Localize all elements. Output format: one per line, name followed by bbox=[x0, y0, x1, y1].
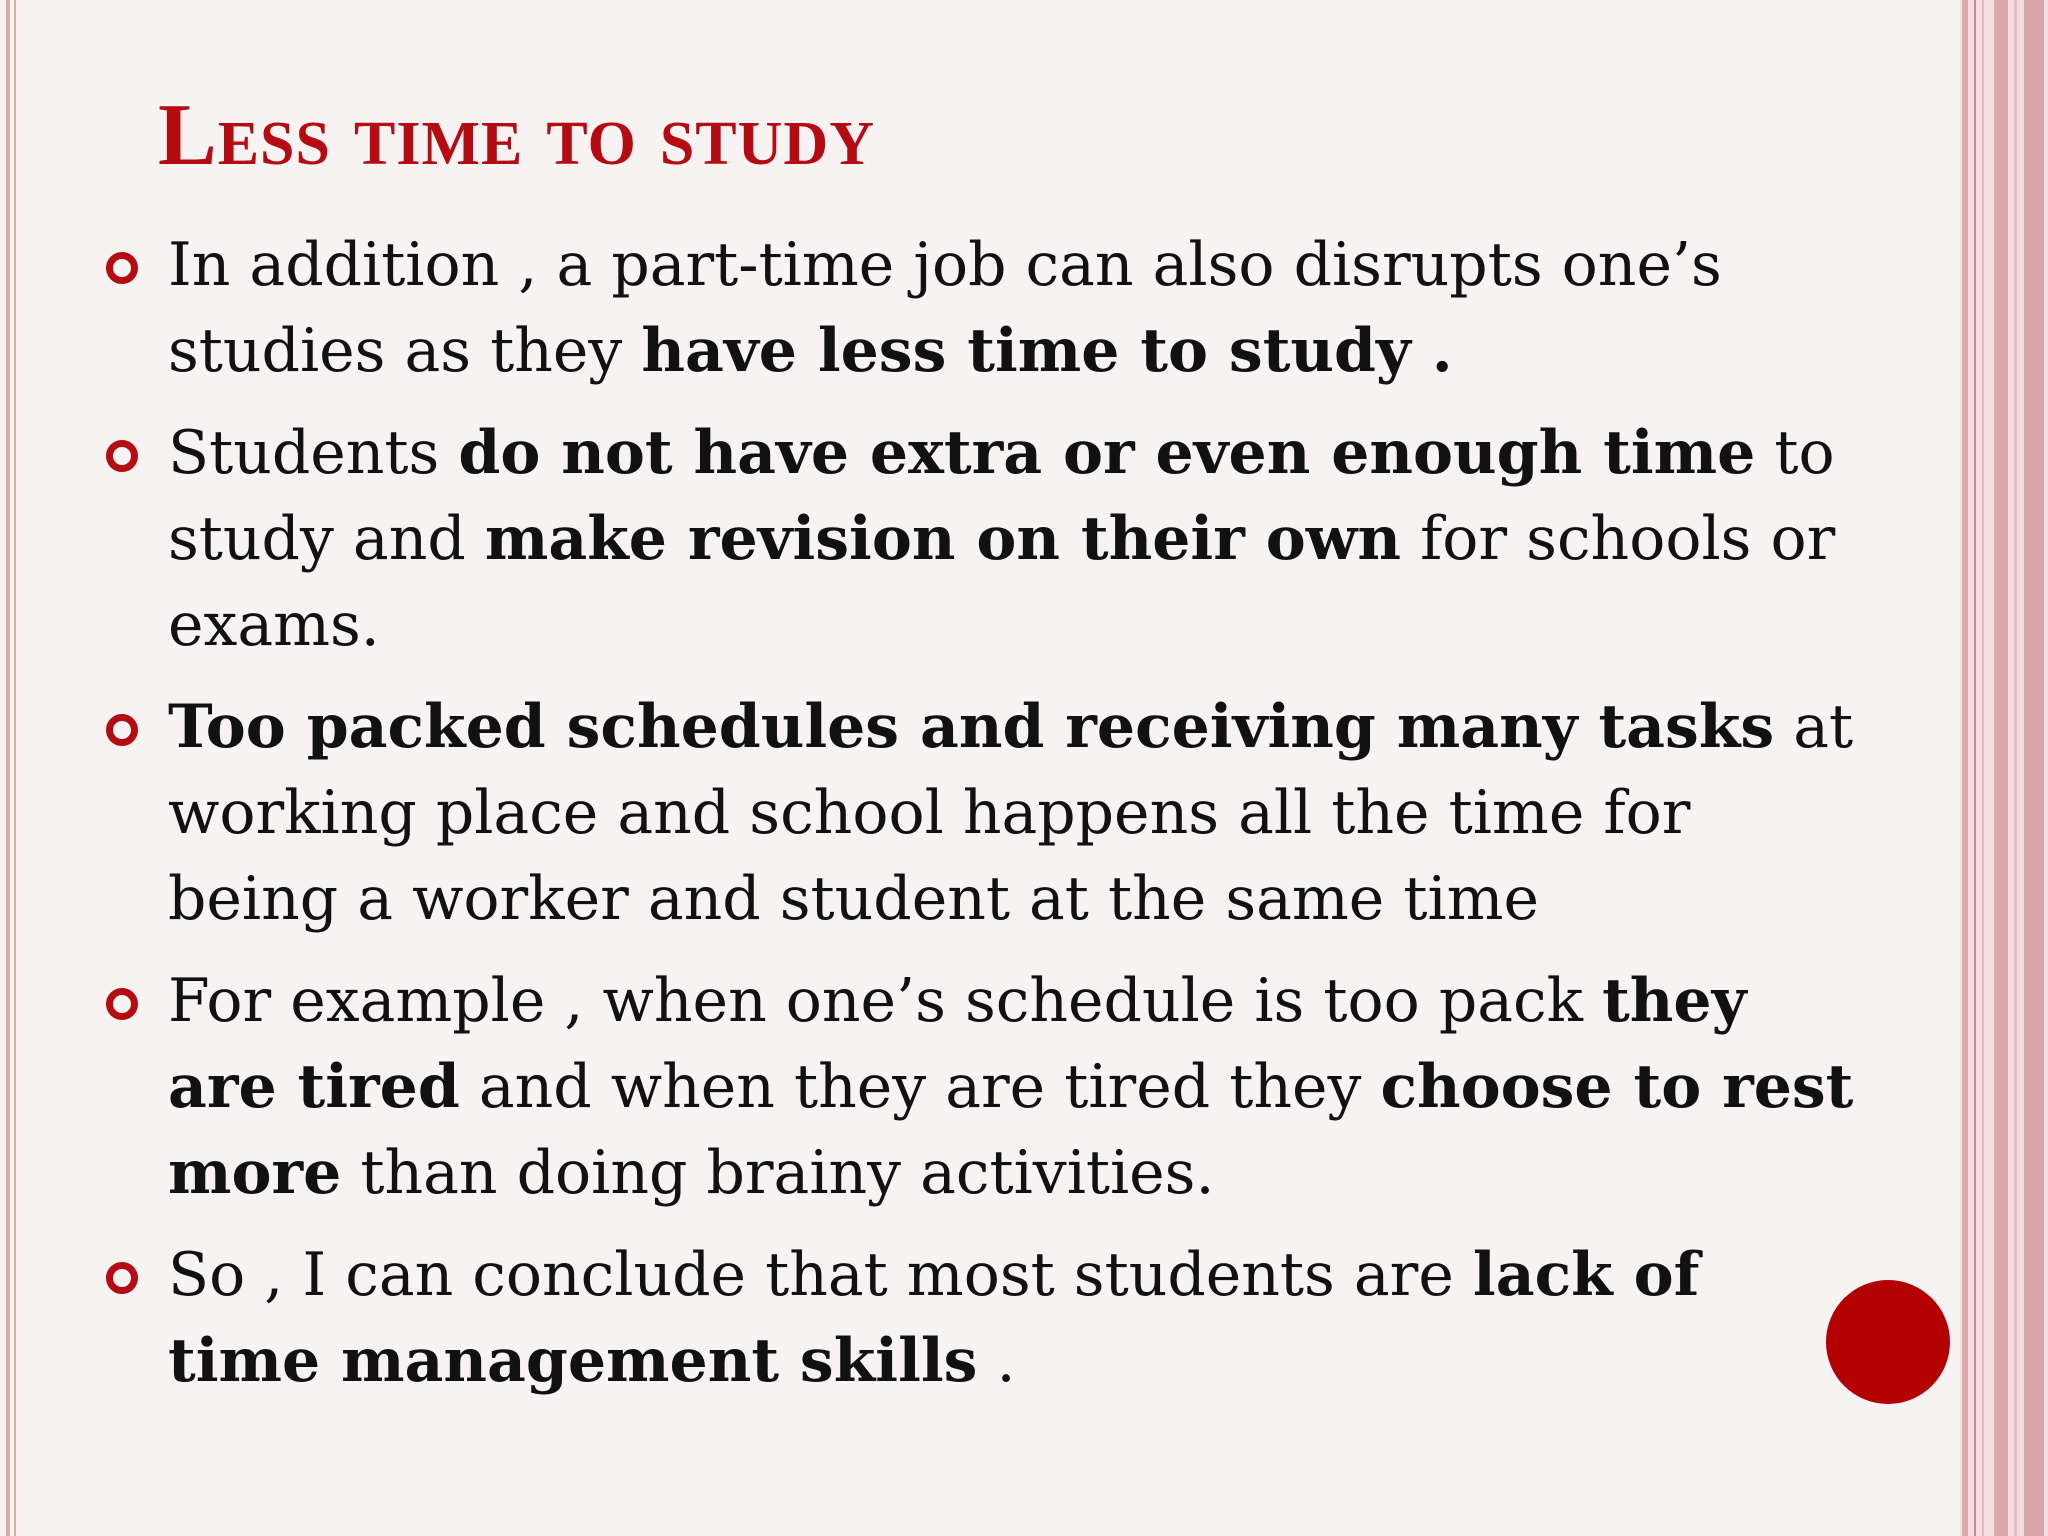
bullet-text bbox=[168, 230, 1722, 386]
bullet-text bbox=[168, 692, 1853, 934]
red-circle-decoration bbox=[1826, 1280, 1950, 1404]
ring-bullet-icon bbox=[106, 714, 138, 746]
right-border-line bbox=[1994, 0, 2008, 1536]
right-border-line bbox=[1962, 0, 1968, 1536]
ring-bullet-icon bbox=[106, 1262, 138, 1294]
bullet-text bbox=[168, 1240, 1699, 1396]
bullet-segment-bold: make revision on their own bbox=[484, 504, 1401, 574]
right-border-line bbox=[2024, 0, 2044, 1536]
bullet-item bbox=[100, 222, 1860, 394]
ring-bullet-icon bbox=[106, 252, 138, 284]
bullet-segment: for schools or exams. bbox=[168, 504, 1836, 660]
bullet-segment-bold: lack of time management skills bbox=[168, 1240, 1700, 1396]
bullet-segment: In addition , a part-time job can also disrupts one’s studies as they bbox=[168, 230, 1722, 386]
ring-bullet-icon bbox=[106, 440, 138, 472]
bullet-segment-bold: have less time to study . bbox=[641, 316, 1453, 386]
bullet-text bbox=[168, 966, 1853, 1208]
bullet-segment: . bbox=[977, 1326, 1016, 1396]
bullet-item bbox=[100, 958, 1860, 1216]
bullet-list bbox=[100, 222, 1860, 1420]
bullet-segment-bold: choose to rest more bbox=[168, 1052, 1854, 1208]
bullet-segment: than doing brainy activities. bbox=[341, 1138, 1215, 1208]
ring-bullet-icon bbox=[106, 988, 138, 1020]
bullet-segment: For example , when one’s schedule is too pack bbox=[168, 966, 1603, 1036]
left-border-line bbox=[14, 0, 16, 1536]
bullet-segment: So , I can conclude that most students are bbox=[168, 1240, 1473, 1310]
bullet-segment-bold: Too packed schedules and receiving many tasks bbox=[168, 692, 1775, 762]
left-border-line bbox=[6, 0, 10, 1536]
bullet-segment: to study and bbox=[168, 418, 1835, 574]
right-border-line bbox=[1982, 0, 1984, 1536]
right-border-line bbox=[1974, 0, 1976, 1536]
bullet-text bbox=[168, 418, 1835, 660]
bullet-item bbox=[100, 1232, 1860, 1404]
right-border-line bbox=[2014, 0, 2017, 1536]
bullet-segment-bold: they are tired bbox=[168, 966, 1747, 1122]
bullet-segment-bold: do not have extra or even enough time bbox=[458, 418, 1756, 488]
bullet-segment: at working place and school happens all the time for being a worker and student at the same time bbox=[168, 692, 1854, 934]
bullet-item bbox=[100, 410, 1860, 668]
bullet-segment: Students bbox=[168, 418, 459, 488]
bullet-segment: and when they are tired they bbox=[459, 1052, 1381, 1122]
slide-title: Less time to study bbox=[158, 87, 875, 184]
bullet-item bbox=[100, 684, 1860, 942]
